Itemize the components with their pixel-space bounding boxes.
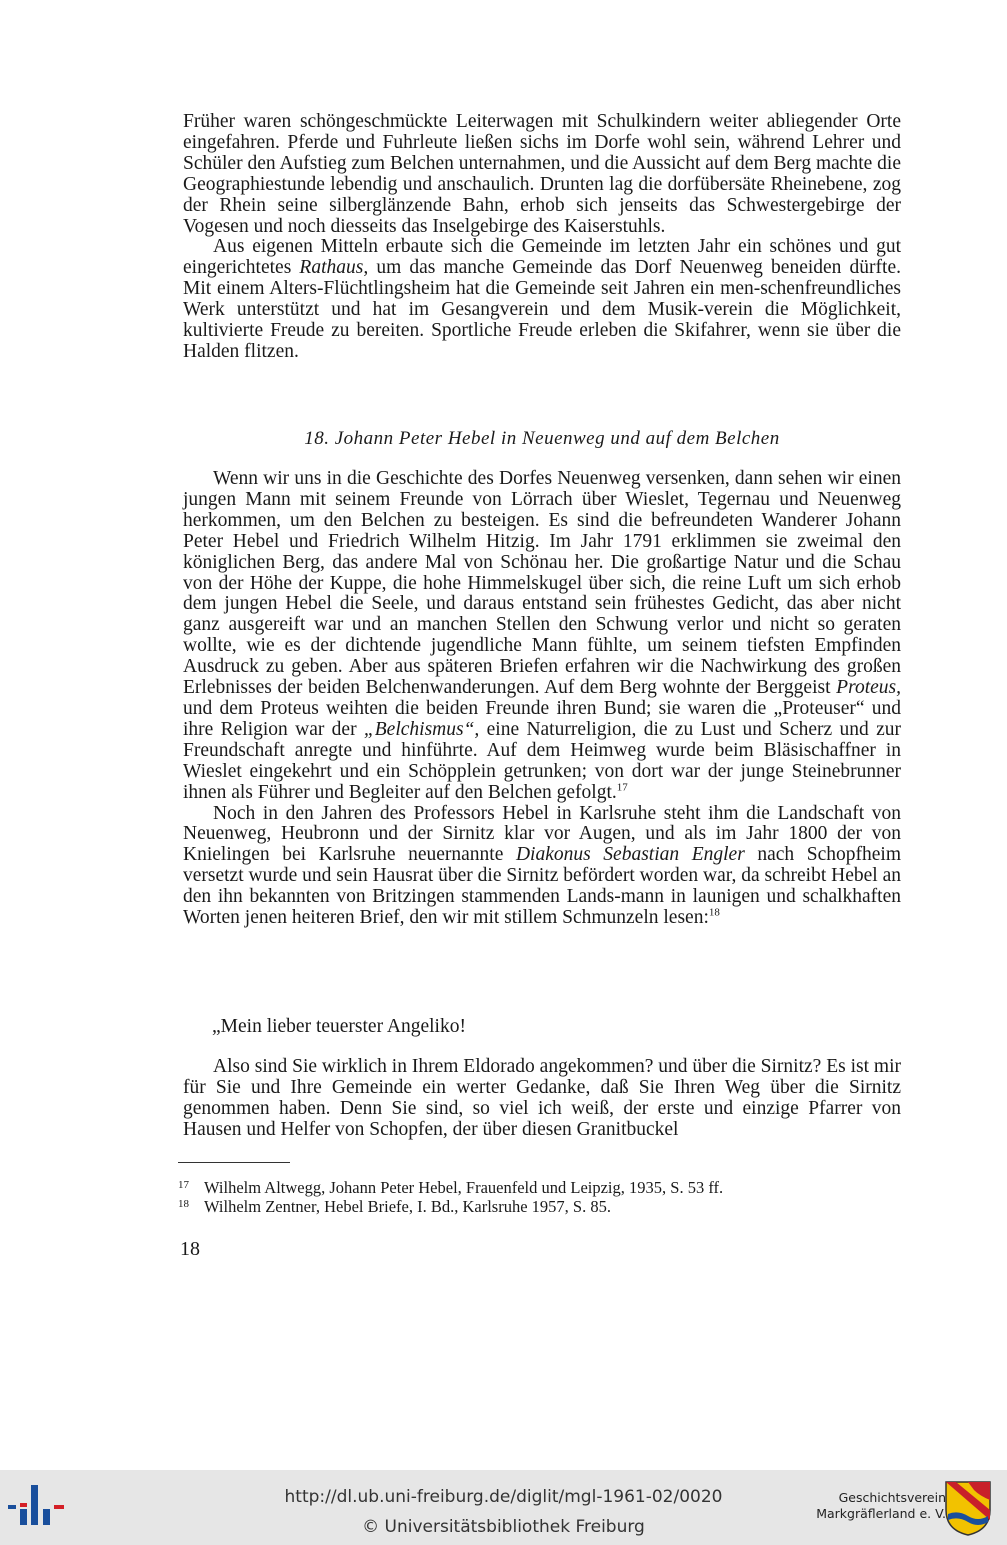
footnotes bbox=[178, 1178, 898, 1216]
viewer-footer bbox=[0, 1470, 1007, 1545]
paragraph-4-text-end: nach Schopfheim versetzt wurde und sein Hausrat über die Sirnitz befördert worden war, da schreibt Hebel an den ihn bekannten von Britzingen stammenden Lands-mann in launigen und schalkhaften Worten jenen heiteren Brief, den wir mit stillem Schmunzeln lesen: bbox=[183, 844, 901, 929]
paragraph-2-text-end: um das manche Gemeinde das Dorf Neuenweg beneiden dürfte. Mit einem Alters-Flüchtlingsheim hat die Gemeinde seit Jahren ein men-schenfreundliches Werk unterstützt und hat im Gesangverein und dem Musik-verein die Möglichkeit, kultivierte Freude zu bereiten. Sportliche Freude erleben die Skifahrer, wenn sie über die Halden flitzen. bbox=[183, 257, 901, 362]
paragraph-5: Also sind Sie wirklich in Ihrem Eldorado angekommen? und über die Sirnitz? Es ist mir für Sie und Ihre Gemeinde ein werter Gedanke, daß Sie Ihren Weg über die Sirnitz genommen haben. Denn Sie sind, so viel ich weiß, der erste und einzige Pfarrer von Hausen und Helfer von Schopfen, der über diesen Granitbuckel bbox=[183, 1056, 901, 1140]
section-heading: 18. Johann Peter Hebel in Neuenweg und auf dem Belchen bbox=[304, 428, 780, 449]
society-name-line-1: Geschichtsverein bbox=[838, 1490, 946, 1505]
footnote-number: 17 bbox=[178, 1179, 189, 1191]
paragraph-3-text: Wenn wir uns in die Geschichte des Dorfes Neuenweg versenken, dann sehen wir einen jungen Mann mit seinem Freunde von Lörrach über Wieslet, Tegernau und Neuenweg herkommen, um den Belchen zu besteigen. Es sind die befreundeten Wanderer Johann Peter Hebel und Friedrich Wilhelm Hitzig. Im Jahr 1791 erklimmen sie zweimal den königlichen Berg, das andere Mal von Schönau her. Die großartige Natur und die Schau von der Höhe der Kuppe, die hohe Himmelskugel über sich, die reine Luft um sich erhob dem jungen Hebel die Seele, und daraus entstand sein frühestes Gedicht, das aber nicht ganz ausgereift war und an manchen Stellen den Schwung verlor und nicht so geraten wollte, wie es der dichtende jugendliche Mann fühlte, um seinem tiefsten Empfinden Ausdruck zu geben. Aber aus späteren Briefen erfahren wir die Nachwirkung des großen Erlebnisses der beiden Belchenwanderungen. Auf dem Berg wohnte der Berggeist bbox=[183, 468, 901, 699]
footnote-divider bbox=[178, 1162, 290, 1163]
paragraph-2 bbox=[183, 237, 901, 362]
page-number: 18 bbox=[180, 1238, 200, 1260]
paragraph-4 bbox=[183, 804, 901, 929]
paragraph-2-italic: Rathaus, bbox=[299, 257, 369, 279]
permalink-url[interactable]: http://dl.ub.uni-freiburg.de/diglit/mgl-1961-02/0020 bbox=[284, 1487, 723, 1507]
footnote-text: Wilhelm Altwegg, Johann Peter Hebel, Frauenfeld und Leipzig, 1935, S. 53 ff. bbox=[204, 1178, 724, 1197]
paragraph-4-text: Noch in den Jahren des Professors Hebel in Karlsruhe steht ihm die Landschaft von Neuenweg, Heubronn und der Sirnitz klar vor Augen, und als im Jahr 1800 der von Knielingen bei Karlsruhe neuernannte bbox=[183, 802, 901, 866]
society-name bbox=[806, 1490, 946, 1522]
coat-of-arms-icon[interactable] bbox=[944, 1480, 992, 1536]
paragraph-1: Früher waren schöngeschmückte Leiterwagen mit Schulkindern weiter abliegender Orte eingefahren. Pferde und Fuhrleute ließen sichs im Dorfe wohl sein, während Lehrer und Schüler den Aufstieg zum Belchen unternahmen, und die Aussicht auf dem Berg machte die Geographiestunde lebendig und anschaulich. Drunten lag die dorfübersäte Rheinebene, zog der Rhein seine silberglänzende Bahn, erhob sich jenseits das Schwestergebirge der Vogesen und noch diesseits das Inselgebirge des Kaiserstuhls. bbox=[183, 111, 901, 237]
paragraph-3-italic-proteus: Proteus, bbox=[836, 677, 901, 699]
paragraph-3-italic-belchismus: „Belchismus“, bbox=[363, 718, 480, 740]
footnote-ref[interactable]: 17 bbox=[616, 781, 628, 794]
footnote-item bbox=[178, 1197, 898, 1216]
society-name-line-2: Markgräflerland e. V. bbox=[816, 1506, 946, 1521]
body-text-top bbox=[183, 112, 901, 363]
letter-salutation: „Mein lieber teuerster Angeliko! bbox=[212, 1016, 466, 1037]
copyright-notice: © Universitätsbibliothek Freiburg bbox=[362, 1517, 645, 1537]
paragraph-2-text: Aus eigenen Mitteln erbaute sich die Gemeinde im letzten Jahr ein schönes und gut eingerichtetes bbox=[183, 236, 901, 279]
footnote-text: Wilhelm Zentner, Hebel Briefe, I. Bd., Karlsruhe 1957, S. 85. bbox=[204, 1197, 611, 1216]
footnote-item bbox=[178, 1178, 898, 1197]
paragraph-4-italic: Diakonus Sebastian Engler bbox=[515, 844, 745, 866]
body-text-middle bbox=[183, 469, 901, 929]
body-text-letter bbox=[183, 1057, 901, 1141]
paragraph-3-text-end: eine Naturreligion, die zu Lust und Scherz und zur Freundschaft anregte und hinführte. Auf dem Heimweg wurde beim Bläsischaffner in Wieslet eingekehrt und ein Schöpplein getrunken; von dort war der junge Steinebrunner ihnen als Führer und Begleiter auf den Belchen gefolgt. bbox=[183, 718, 901, 803]
paragraph-3-text-mid: und dem Proteus weihten die beiden Freunde ihren Bund; sie waren die „Proteuser“ und ihre Religion war der bbox=[183, 697, 901, 740]
footnote-ref[interactable]: 18 bbox=[708, 906, 720, 919]
footnote-number: 18 bbox=[178, 1198, 189, 1210]
paragraph-3 bbox=[183, 469, 901, 804]
